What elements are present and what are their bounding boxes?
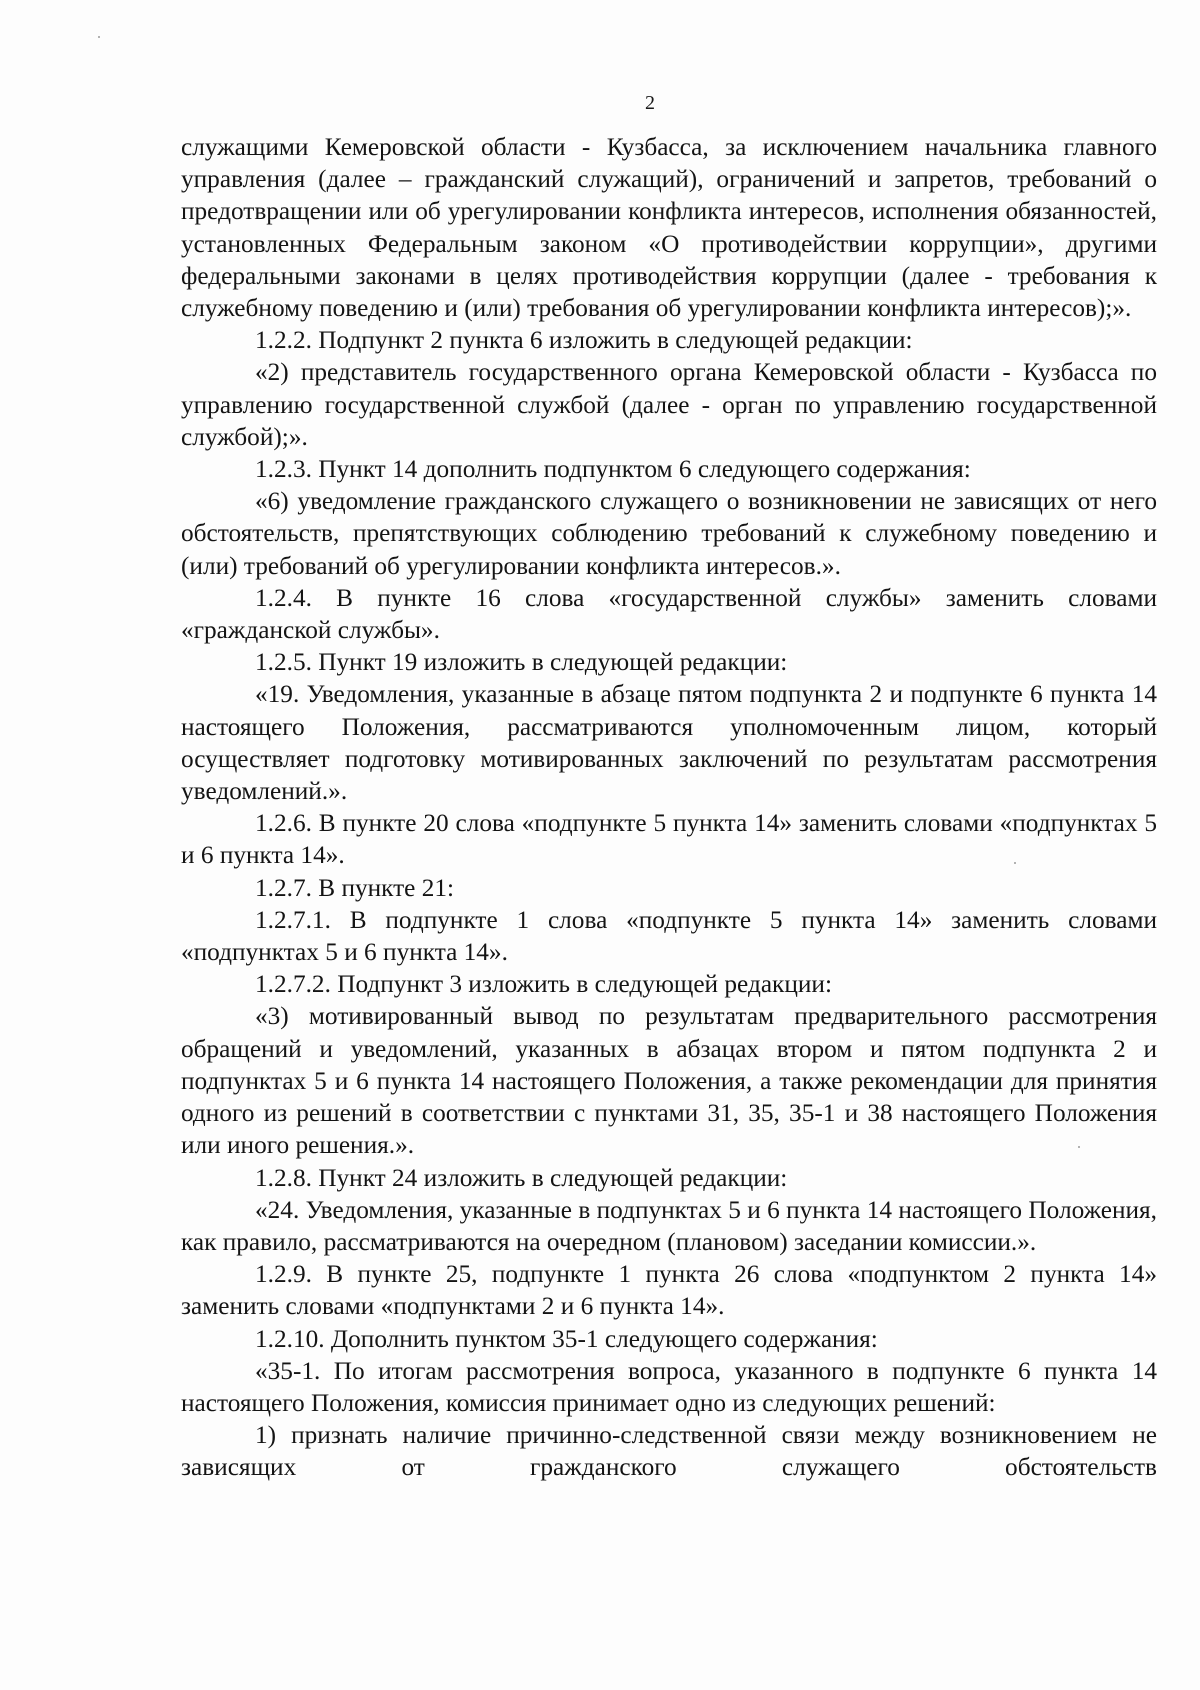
paragraph-17: 1.2.10. Дополнить пунктом 35-1 следующего содержания: — [255, 1324, 878, 1353]
scan-speck — [98, 36, 100, 38]
paragraph-8: «19. Уведомления, указанные в абзаце пятом подпункта 2 и подпункте 6 пункта 14 настоящего Положения, рассматриваются уполномоченным лицом, который осуществляет подготовку мотивированных заключений по результатам рассмотрения уведомлений.». — [181, 680, 1157, 806]
paragraph-14: 1.2.8. Пункт 24 изложить в следующей редакции: — [255, 1163, 788, 1192]
paragraph-15: «24. Уведомления, указанные в подпунктах 5 и 6 пункта 14 настоящего Положения, как правило, рассматриваются на очередном (плановом) заседании комиссии.». — [181, 1195, 1157, 1256]
paragraph-1: служащими Кемеровской области - Кузбасса, за исключением начальника главного управления (далее – гражданский служащий), ограничений и запретов, требований о предотвращении или об урегулировании конфликта интересов, исполнения обязанностей, установленных Федеральным законом «О противодействии коррупции», другими федеральными законами в целях противодействия коррупции (далее - требования к служебному поведению и (или) требования об урегулировании конфликта интересов);». — [181, 133, 1157, 323]
paragraph-2: 1.2.2. Подпункт 2 пункта 6 изложить в следующей редакции: — [255, 326, 913, 355]
scan-speck — [1078, 1146, 1080, 1148]
paragraph-6: 1.2.4. В пункте 16 слова «государственной службы» заменить словами «гражданской службы». — [181, 583, 1157, 645]
paragraph-12: 1.2.7.2. Подпункт 3 изложить в следующей редакции: — [255, 970, 832, 999]
paragraph-9: 1.2.6. В пункте 20 слова «подпункте 5 пункта 14» заменить словами «подпунктах 5 и 6 пункта 14». — [181, 809, 1157, 870]
paragraph-7: 1.2.5. Пункт 19 изложить в следующей редакции: — [255, 648, 788, 677]
paragraph-10: 1.2.7. В пункте 21: — [255, 873, 455, 902]
paragraph-11: 1.2.7.1. В подпункте 1 слова «подпункте 5 пункта 14» заменить словами «подпунктах 5 и 6 пункта 14». — [181, 905, 1157, 967]
paragraph-5: «6) уведомление гражданского служащего о возникновении не зависящих от него обстоятельств, препятствующих соблюдению требований к служебному поведению и (или) требований об урегулировании конфликта интересов.». — [181, 487, 1157, 580]
page-number: 2 — [645, 92, 655, 114]
scan-speck — [1014, 862, 1016, 864]
document-body — [181, 131, 1157, 1484]
paragraph-13: «3) мотивированный вывод по результатам предварительного рассмотрения обращений и уведомлений, указанных в абзацах втором и пятом подпункта 2 и подпунктах 5 и 6 пункта 14 настоящего Положения, а также рекомендации для принятия одного из решений в соответствии с пунктами 31, 35, 35-1 и 38 настоящего Положения или иного решения.». — [181, 1002, 1157, 1160]
paragraph-3: «2) представитель государственного органа Кемеровской области - Кузбасса по управлению государственной службой (далее - орган по управлению государственной службой);». — [181, 358, 1157, 451]
paragraph-4: 1.2.3. Пункт 14 дополнить подпунктом 6 следующего содержания: — [255, 455, 971, 484]
paragraph-19: 1) признать наличие причинно-следственной связи между возникновением не зависящих от гражданского служащего обстоятельств — [181, 1421, 1157, 1482]
paragraph-18: «35-1. По итогам рассмотрения вопроса, указанного в подпункте 6 пункта 14 настоящего Положения, комиссия принимает одно из следующих решений: — [181, 1356, 1157, 1417]
paragraph-16: 1.2.9. В пункте 25, подпункте 1 пункта 26 слова «подпунктом 2 пункта 14» заменить словами «подпунктами 2 и 6 пункта 14». — [181, 1260, 1157, 1321]
